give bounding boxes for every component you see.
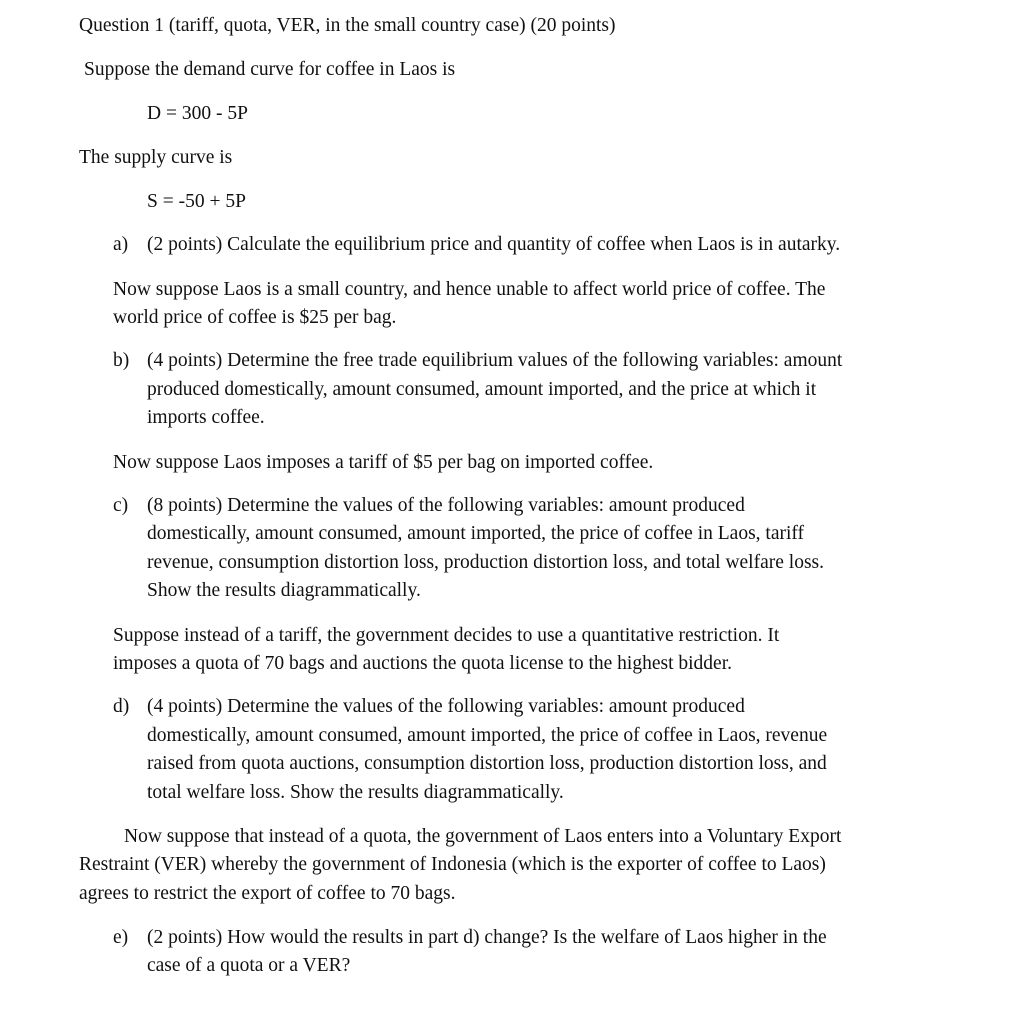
part-d-line-4: total welfare loss. Show the results diagrammatically. [147, 782, 564, 803]
part-d-line-1: (4 points) Determine the values of the following variables: amount produced [147, 696, 745, 717]
part-c-label: c) [113, 495, 129, 516]
part-e-line-1: (2 points) How would the results in part d) change? Is the welfare of Laos higher in the [147, 927, 827, 948]
para1-line-2: world price of coffee is $25 per bag. [113, 307, 397, 328]
part-e-line-2: case of a quota or a VER? [147, 955, 351, 976]
part-b-line-3: imports coffee. [147, 407, 265, 428]
para4-line-1: Now suppose that instead of a quota, the government of Laos enters into a Voluntary Export [124, 826, 842, 847]
part-c-line-4: Show the results diagrammatically. [147, 580, 421, 601]
part-d-line-3: raised from quota auctions, consumption distortion loss, production distortion loss, and [147, 753, 827, 774]
part-a-line-1: (2 points) Calculate the equilibrium price and quantity of coffee when Laos is in autarky. [147, 234, 841, 255]
part-b-label: b) [113, 350, 130, 371]
part-c-line-1: (8 points) Determine the values of the following variables: amount produced [147, 495, 745, 516]
question-title: Question 1 (tariff, quota, VER, in the small country case) (20 points) [79, 15, 616, 36]
demand-equation: D = 300 - 5P [147, 103, 248, 124]
part-c-line-3: revenue, consumption distortion loss, production distortion loss, and total welfare loss. [147, 552, 824, 573]
part-c-line-2: domestically, amount consumed, amount imported, the price of coffee in Laos, tariff [147, 523, 805, 544]
para1-line-1: Now suppose Laos is a small country, and hence unable to affect world price of coffee. The [113, 279, 826, 300]
part-b-line-2: produced domestically, amount consumed, amount imported, and the price at which it [147, 379, 817, 400]
part-e-label: e) [113, 927, 129, 948]
para3-line-2: imposes a quota of 70 bags and auctions the quota license to the highest bidder. [113, 653, 732, 674]
part-d-line-2: domestically, amount consumed, amount imported, the price of coffee in Laos, revenue [147, 725, 828, 746]
part-b-line-1: (4 points) Determine the free trade equilibrium values of the following variables: amount [147, 350, 843, 371]
part-a-label: a) [113, 234, 129, 255]
para2-line-1: Now suppose Laos imposes a tariff of $5 per bag on imported coffee. [113, 452, 654, 473]
supply-equation: S = -50 + 5P [147, 191, 246, 212]
intro-text: Suppose the demand curve for coffee in Laos is [84, 59, 456, 80]
para4-line-3: agrees to restrict the export of coffee to 70 bags. [79, 883, 456, 904]
supply-intro-text: The supply curve is [79, 147, 233, 168]
para3-line-1: Suppose instead of a tariff, the government decides to use a quantitative restriction. It [113, 625, 780, 646]
part-d-label: d) [113, 696, 130, 717]
para4-line-2: Restraint (VER) whereby the government of Indonesia (which is the exporter of coffee to Laos) [79, 854, 826, 875]
